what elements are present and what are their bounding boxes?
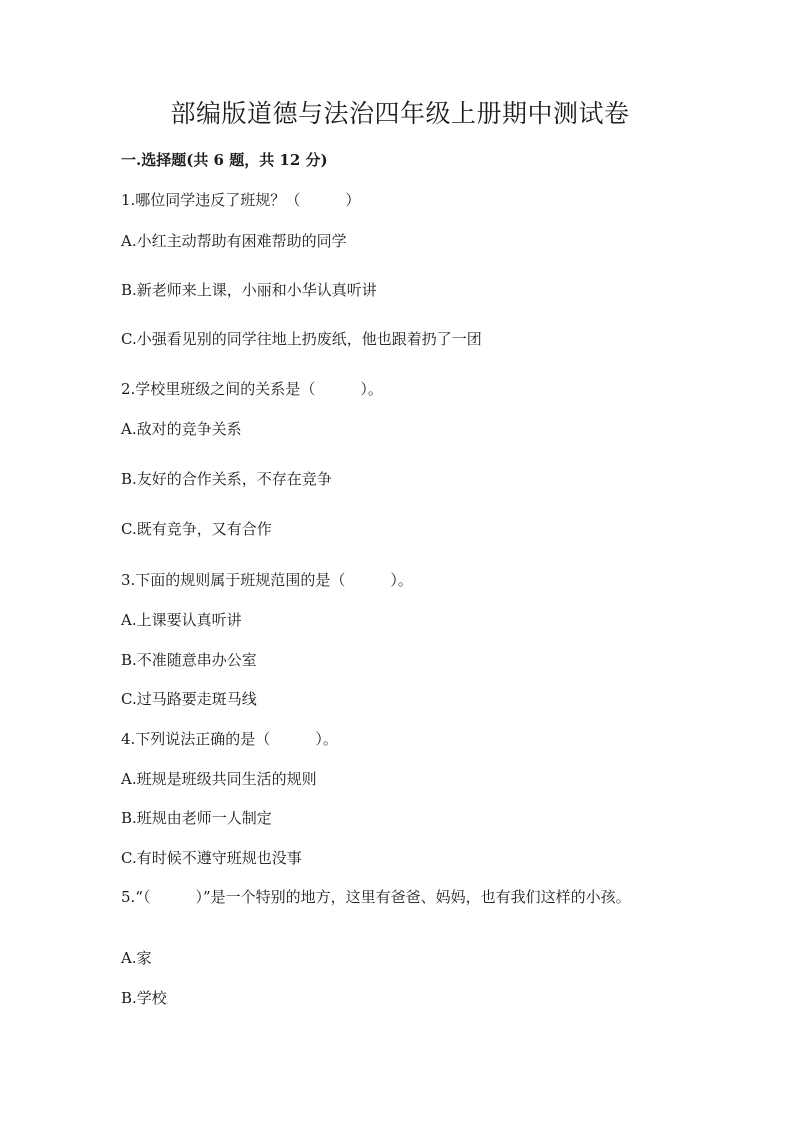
question-3-option-c: C.过马路要走斑马线 <box>121 690 257 708</box>
page-title: 部编版道德与法治四年级上册期中测试卷 <box>170 99 630 128</box>
question-5-stem: 5.“（ ）”是一个特别的地方，这里有爸爸、妈妈，也有我们这样的小孩。 <box>121 888 631 906</box>
question-4-option-c: C.有时候不遵守班规也没事 <box>121 849 302 867</box>
question-1-option-b: B.新老师来上课，小丽和小华认真听讲 <box>121 281 377 299</box>
question-3-option-b: B.不准随意串办公室 <box>121 651 257 669</box>
question-2-option-c: C.既有竞争，又有合作 <box>121 520 272 538</box>
question-1-option-a: A.小红主动帮助有困难帮助的同学 <box>121 232 347 250</box>
question-4-stem: 4.下列说法正确的是（ ）。 <box>121 730 338 748</box>
question-4-option-b: B.班规由老师一人制定 <box>121 809 272 827</box>
question-1-stem: 1.哪位同学违反了班规？（ ） <box>121 191 361 209</box>
question-2-option-a: A.敌对的竞争关系 <box>121 420 242 438</box>
question-2-option-b: B.友好的合作关系，不存在竞争 <box>121 470 332 488</box>
question-5-option-a: A.家 <box>121 949 152 967</box>
question-3-stem: 3.下面的规则属于班规范围的是（ ）。 <box>121 571 413 589</box>
question-5-option-b: B.学校 <box>121 989 167 1007</box>
question-1-option-c: C.小强看见别的同学往地上扔废纸，他也跟着扔了一团 <box>121 330 482 348</box>
question-3-option-a: A.上课要认真听讲 <box>121 611 242 629</box>
question-4-option-a: A.班规是班级共同生活的规则 <box>121 770 317 788</box>
question-2-stem: 2.学校里班级之间的关系是（ ）。 <box>121 380 383 398</box>
section-heading: 一.选择题(共 6 题，共 12 分) <box>121 151 328 169</box>
